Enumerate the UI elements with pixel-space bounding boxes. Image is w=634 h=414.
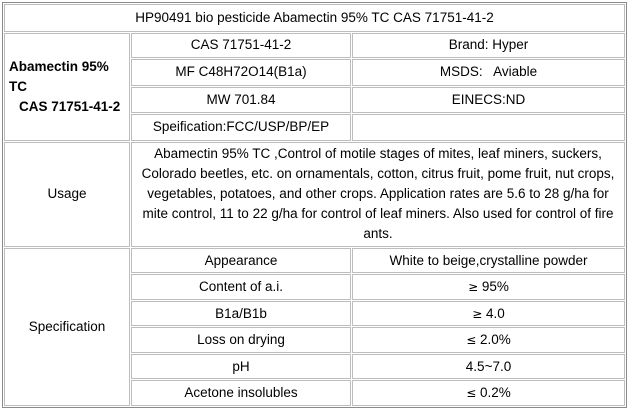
spec-value <box>352 301 625 327</box>
comparison-symbol: ≤ <box>466 386 477 401</box>
formula-cell: MF C48H72O14(B1a) <box>131 59 351 86</box>
table-title: HP90491 bio pesticide Abamectin 95% TC CAS 71751-41-2 <box>4 4 625 32</box>
product-name-line2: TC <box>9 78 27 94</box>
spec-header-row <box>4 248 625 274</box>
spec-value-text: 2.0% <box>480 332 511 348</box>
spec-item: Acetone insolubles <box>131 380 351 406</box>
spec-value <box>352 274 625 300</box>
product-name-line3: CAS 71751-41-2 <box>19 98 121 114</box>
spec-value-text: 95% <box>481 279 509 295</box>
info-row <box>4 33 625 59</box>
spec-value-text: 4.5~7.0 <box>465 358 512 374</box>
title-row <box>4 4 625 32</box>
spec-value-text: 4.0 <box>486 305 505 321</box>
spec-table <box>2 2 627 408</box>
einecs-cell: EINECS:ND <box>352 87 625 114</box>
spec-value-text: 0.2% <box>480 385 511 401</box>
spec-item: B1a/B1b <box>131 301 351 327</box>
mw-cell: MW 701.84 <box>131 87 351 114</box>
comparison-symbol: ≥ <box>468 280 479 295</box>
spec-item: Loss on drying <box>131 327 351 353</box>
usage-text: Abamectin 95% TC ,Control of motile stages of mites, leaf miners, suckers, Colorado beetles, etc. on ornamentals, cotton, citrus fruit, pome fruit, nut crops, vegetables, potatoes, and other crops. Application rates are 5.6 to 28 g/ha for mite control, 11 to 22 g/ha for control of leaf miners. Also used for control of fire ants. <box>131 142 625 247</box>
msds-cell: MSDS: Aviable <box>352 59 625 86</box>
spec-item: Appearance <box>131 248 351 274</box>
comparison-symbol: ≤ <box>466 333 477 348</box>
specification-standard-cell: Speification:FCC/USP/BP/EP <box>131 114 351 141</box>
cas-cell: CAS 71751-41-2 <box>131 33 351 59</box>
empty-cell <box>352 114 625 141</box>
usage-row <box>4 142 625 247</box>
spec-item: pH <box>131 354 351 380</box>
product-name-cell <box>4 33 130 141</box>
usage-label: Usage <box>4 142 130 247</box>
specification-label: Specification <box>4 248 130 406</box>
spec-value <box>352 380 625 406</box>
spec-item: Content of a.i. <box>131 274 351 300</box>
spec-value <box>352 354 625 380</box>
product-name-line1: Abamectin 95% <box>9 58 109 74</box>
comparison-symbol: ≥ <box>472 306 483 321</box>
spec-value <box>352 327 625 353</box>
spec-value: White to beige,crystalline powder <box>352 248 625 274</box>
brand-cell: Brand: Hyper <box>352 33 625 59</box>
